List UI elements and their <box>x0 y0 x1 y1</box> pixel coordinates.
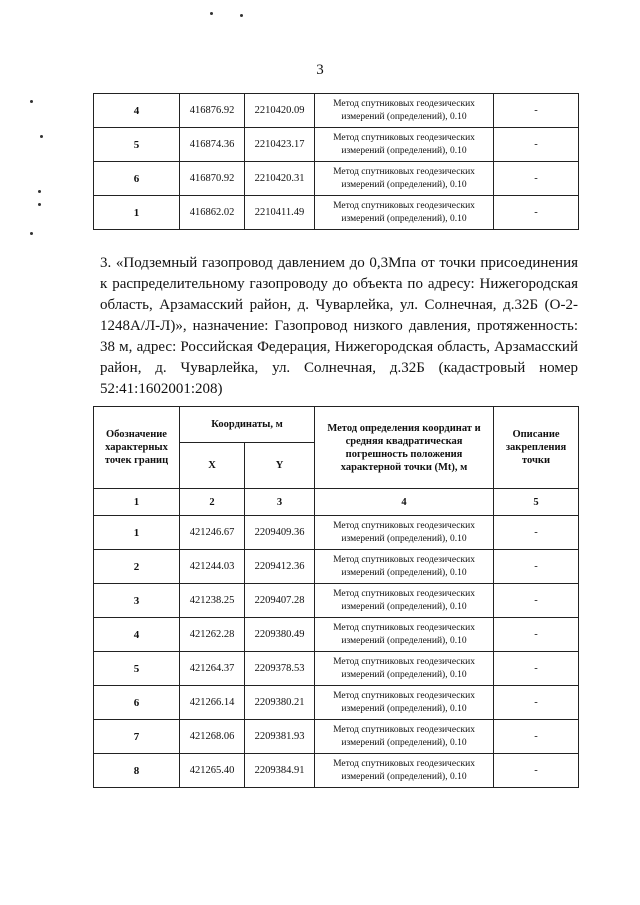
x-cell: 421265.40 <box>180 754 245 788</box>
header-designation: Обозначение характерных точек границ <box>94 407 180 489</box>
scan-speck <box>40 135 43 138</box>
header-y: Y <box>245 443 315 489</box>
y-cell: 2210411.49 <box>245 196 315 230</box>
column-number: 2 <box>180 489 245 516</box>
x-cell: 421268.06 <box>180 720 245 754</box>
method-cell: Метод спутниковых геодезических измерений (определений), 0.10 <box>315 754 494 788</box>
table-row <box>94 162 579 196</box>
method-cell: Метод спутниковых геодезических измерений (определений), 0.10 <box>315 516 494 550</box>
x-cell: 421266.14 <box>180 686 245 720</box>
method-cell: Метод спутниковых геодезических измерений (определений), 0.10 <box>315 618 494 652</box>
point-cell: 7 <box>94 720 180 754</box>
point-cell: 4 <box>94 94 180 128</box>
x-cell: 416870.92 <box>180 162 245 196</box>
table-row <box>94 720 579 754</box>
y-cell: 2210420.31 <box>245 162 315 196</box>
point-cell: 5 <box>94 652 180 686</box>
description-cell: - <box>494 128 579 162</box>
y-cell: 2210423.17 <box>245 128 315 162</box>
scan-speck <box>30 100 33 103</box>
table-row <box>94 584 579 618</box>
method-cell: Метод спутниковых геодезических измерений (определений), 0.10 <box>315 162 494 196</box>
x-cell: 421262.28 <box>180 618 245 652</box>
header-x: X <box>180 443 245 489</box>
x-cell: 416862.02 <box>180 196 245 230</box>
method-cell: Метод спутниковых геодезических измерений (определений), 0.10 <box>315 584 494 618</box>
coordinates-table <box>93 406 579 788</box>
description-cell: - <box>494 516 579 550</box>
column-number: 5 <box>494 489 579 516</box>
method-cell: Метод спутниковых геодезических измерений (определений), 0.10 <box>315 550 494 584</box>
y-cell: 2209380.49 <box>245 618 315 652</box>
y-cell: 2209409.36 <box>245 516 315 550</box>
table-row <box>94 128 579 162</box>
y-cell: 2209384.91 <box>245 754 315 788</box>
method-cell: Метод спутниковых геодезических измерений (определений), 0.10 <box>315 94 494 128</box>
point-cell: 6 <box>94 686 180 720</box>
header-method: Метод определения координат и средняя квадратическая погрешность положения характерной точки (Mt), м <box>315 407 494 489</box>
y-cell: 2209407.28 <box>245 584 315 618</box>
point-cell: 8 <box>94 754 180 788</box>
column-number: 4 <box>315 489 494 516</box>
table-row <box>94 618 579 652</box>
point-cell: 1 <box>94 196 180 230</box>
y-cell: 2209378.53 <box>245 652 315 686</box>
y-cell: 2210420.09 <box>245 94 315 128</box>
object-description: 3. «Подземный газопровод давлением до 0,3Мпа от точки присоединения к распределительному газопроводу до объекта по адресу: Нижегородская область, Арзамасский район, д. Чуварлейка, ул. Солнечная, д.32Б (О-2-1248А/Л-Л)», назначение: Газопровод низкого давления, протяженность: 38 м, адрес: Российская Федерация, Нижегородская область, Арзамасский район, д. Чуварлейка, ул. Солнечная, д.32Б (кадастровый номер 52:41:1602001:208) <box>100 255 578 397</box>
description-cell: - <box>494 94 579 128</box>
method-cell: Метод спутниковых геодезических измерений (определений), 0.10 <box>315 196 494 230</box>
header-description: Описание закрепления точки <box>494 407 579 489</box>
description-cell: - <box>494 550 579 584</box>
table-row <box>94 94 579 128</box>
scan-speck <box>38 190 41 193</box>
point-cell: 5 <box>94 128 180 162</box>
description-cell: - <box>494 652 579 686</box>
table-row <box>94 686 579 720</box>
coordinates-table-continued <box>93 93 579 230</box>
x-cell: 421246.67 <box>180 516 245 550</box>
x-cell: 421244.03 <box>180 550 245 584</box>
description-cell: - <box>494 686 579 720</box>
table-row <box>94 754 579 788</box>
table-row <box>94 652 579 686</box>
description-cell: - <box>494 618 579 652</box>
scan-speck <box>30 232 33 235</box>
point-cell: 4 <box>94 618 180 652</box>
method-cell: Метод спутниковых геодезических измерений (определений), 0.10 <box>315 720 494 754</box>
description-cell: - <box>494 720 579 754</box>
point-cell: 6 <box>94 162 180 196</box>
description-cell: - <box>494 162 579 196</box>
method-cell: Метод спутниковых геодезических измерений (определений), 0.10 <box>315 686 494 720</box>
method-cell: Метод спутниковых геодезических измерений (определений), 0.10 <box>315 652 494 686</box>
y-cell: 2209381.93 <box>245 720 315 754</box>
point-cell: 3 <box>94 584 180 618</box>
table-row <box>94 196 579 230</box>
table-row <box>94 516 579 550</box>
column-numbering-row <box>94 489 579 516</box>
description-cell: - <box>494 196 579 230</box>
scan-speck <box>38 203 41 206</box>
header-coordinates: Координаты, м <box>180 407 315 443</box>
x-cell: 421238.25 <box>180 584 245 618</box>
point-cell: 2 <box>94 550 180 584</box>
table-row <box>94 550 579 584</box>
description-cell: - <box>494 754 579 788</box>
point-cell: 1 <box>94 516 180 550</box>
column-number: 1 <box>94 489 180 516</box>
scan-speck <box>210 12 213 15</box>
column-number: 3 <box>245 489 315 516</box>
description-cell: - <box>494 584 579 618</box>
y-cell: 2209380.21 <box>245 686 315 720</box>
x-cell: 416876.92 <box>180 94 245 128</box>
x-cell: 416874.36 <box>180 128 245 162</box>
x-cell: 421264.37 <box>180 652 245 686</box>
y-cell: 2209412.36 <box>245 550 315 584</box>
scan-speck <box>240 14 243 17</box>
page-number: 3 <box>316 62 324 78</box>
method-cell: Метод спутниковых геодезических измерений (определений), 0.10 <box>315 128 494 162</box>
